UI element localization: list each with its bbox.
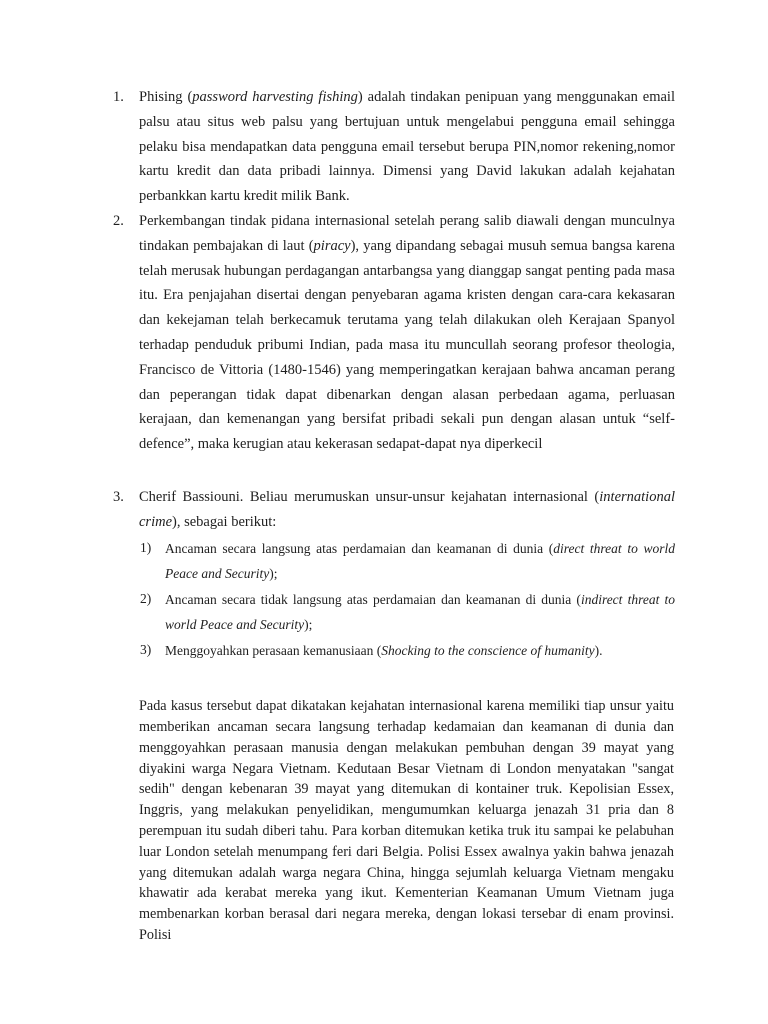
italic-term: direct threat to world Peace and Security [165,541,676,581]
list-number: 3. [113,489,124,505]
italic-term: Shocking to the conscience of humanity [381,643,595,658]
sub-list-number: 2) [140,591,152,606]
list-item-text: Phising (password harvesting fishing) adalah tindakan penipuan yang menggunakan email palsu atau situs web palsu yang bertujuan untuk mengelabui pengguna email sehingga pelaku bisa mendapatkan data pengguna email tersebut berupa PIN,nomor rekening,nomor kartu kredit dan data pribadi lainnya. Dimensi yang David lakukan adalah kejahatan perbankkan kartu kredit milik Bank. [139,89,675,205]
list-number: 2. [113,213,124,229]
italic-term: indirect threat to world Peace and Security [165,592,675,632]
list-number: 1. [113,89,124,105]
list-item-text: Cherif Bassiouni. Beliau merumuskan unsur-unsur kejahatan internasional (international crime), sebagai berikut: [139,489,675,530]
body-paragraph: Pada kasus tersebut dapat dikatakan kejahatan internasional karena memiliki tiap unsur yaitu memberikan ancaman secara langsung terhadap kedamaian dan keamanan di dunia dan menggoyahkan perasaan manusia dengan melakukan pembuhan dengan 39 mayat yang diyakini warga Negara Vietnam. Kedutaan Besar Vietnam di London menyatakan "sangat sedih" dengan kebenaran 39 mayat yang ditemukan di kontainer truk. Kepolisian Essex, Inggris, yang melakukan penyelidikan, mengumumkan keluarga jenazah 31 pria dan 8 perempuan itu sudah diberi tahu. Para korban ditemukan ketika truk itu sampai ke pelabuhan luar London setelah menumpang feri dari Belgia. Polisi Essex awalnya yakin bahwa jenazah yang ditemukan adalah warga negara China, hingga sejumlah keluarga Vietnam mengaku khawatir ada kerabat mereka yang ikut. Kementerian Keamanan Umum Vietnam juga membenarkan korban berasal dari negara mereka, dengan lokasi tersebar di enam provinsi. Polisi [139,698,674,943]
sub-list-item-text: Ancaman secara langsung atas perdamaian dan keamanan di dunia (direct threat to world Peace and Security); [165,541,676,581]
sub-list-number: 1) [140,540,152,555]
italic-term: piracy [313,237,351,254]
sub-list-item-text: Ancaman secara tidak langsung atas perdamaian dan keamanan di dunia (indirect threat to world Peace and Security); [165,592,675,632]
sub-list-item-text: Menggoyahkan perasaan kemanusiaan (Shocking to the conscience of humanity). [165,643,603,658]
italic-term: international crime [139,489,675,530]
list-item-text: Perkembangan tindak pidana internasional setelah perang salib diawali dengan munculnya tindakan pembajakan di laut (piracy), yang dipandang sebagai musuh semua bangsa karena telah merusak hubungan perdagangan antarbangsa yang dianggap sangat penting pada masa itu. Era penjajahan disertai dengan penyebaran agama kristen dengan cara-cara kekasaran dan kekejaman telah berkecamuk terutama yang telah dilakukan oleh Kerajaan Spanyol terhadap penduduk pribumi Indian, pada masa itu muncullah seorang profesor theologia, Francisco de Vittoria (1480-1546) yang memperingatkan kerajaan bahwa ancaman perang dan peperangan tidak dapat dibenarkan dengan alasan perbedaan agama, perluasan kerajaan, dan kemenangan yang bersifat pribadi sekali pun dengan alasan untuk “self-defence”, maka kerugian atau kekerasan sedapat-dapat nya diperkecil [139,213,675,453]
italic-term: password harvesting fishing [192,89,358,105]
sub-list-number: 3) [140,642,152,657]
